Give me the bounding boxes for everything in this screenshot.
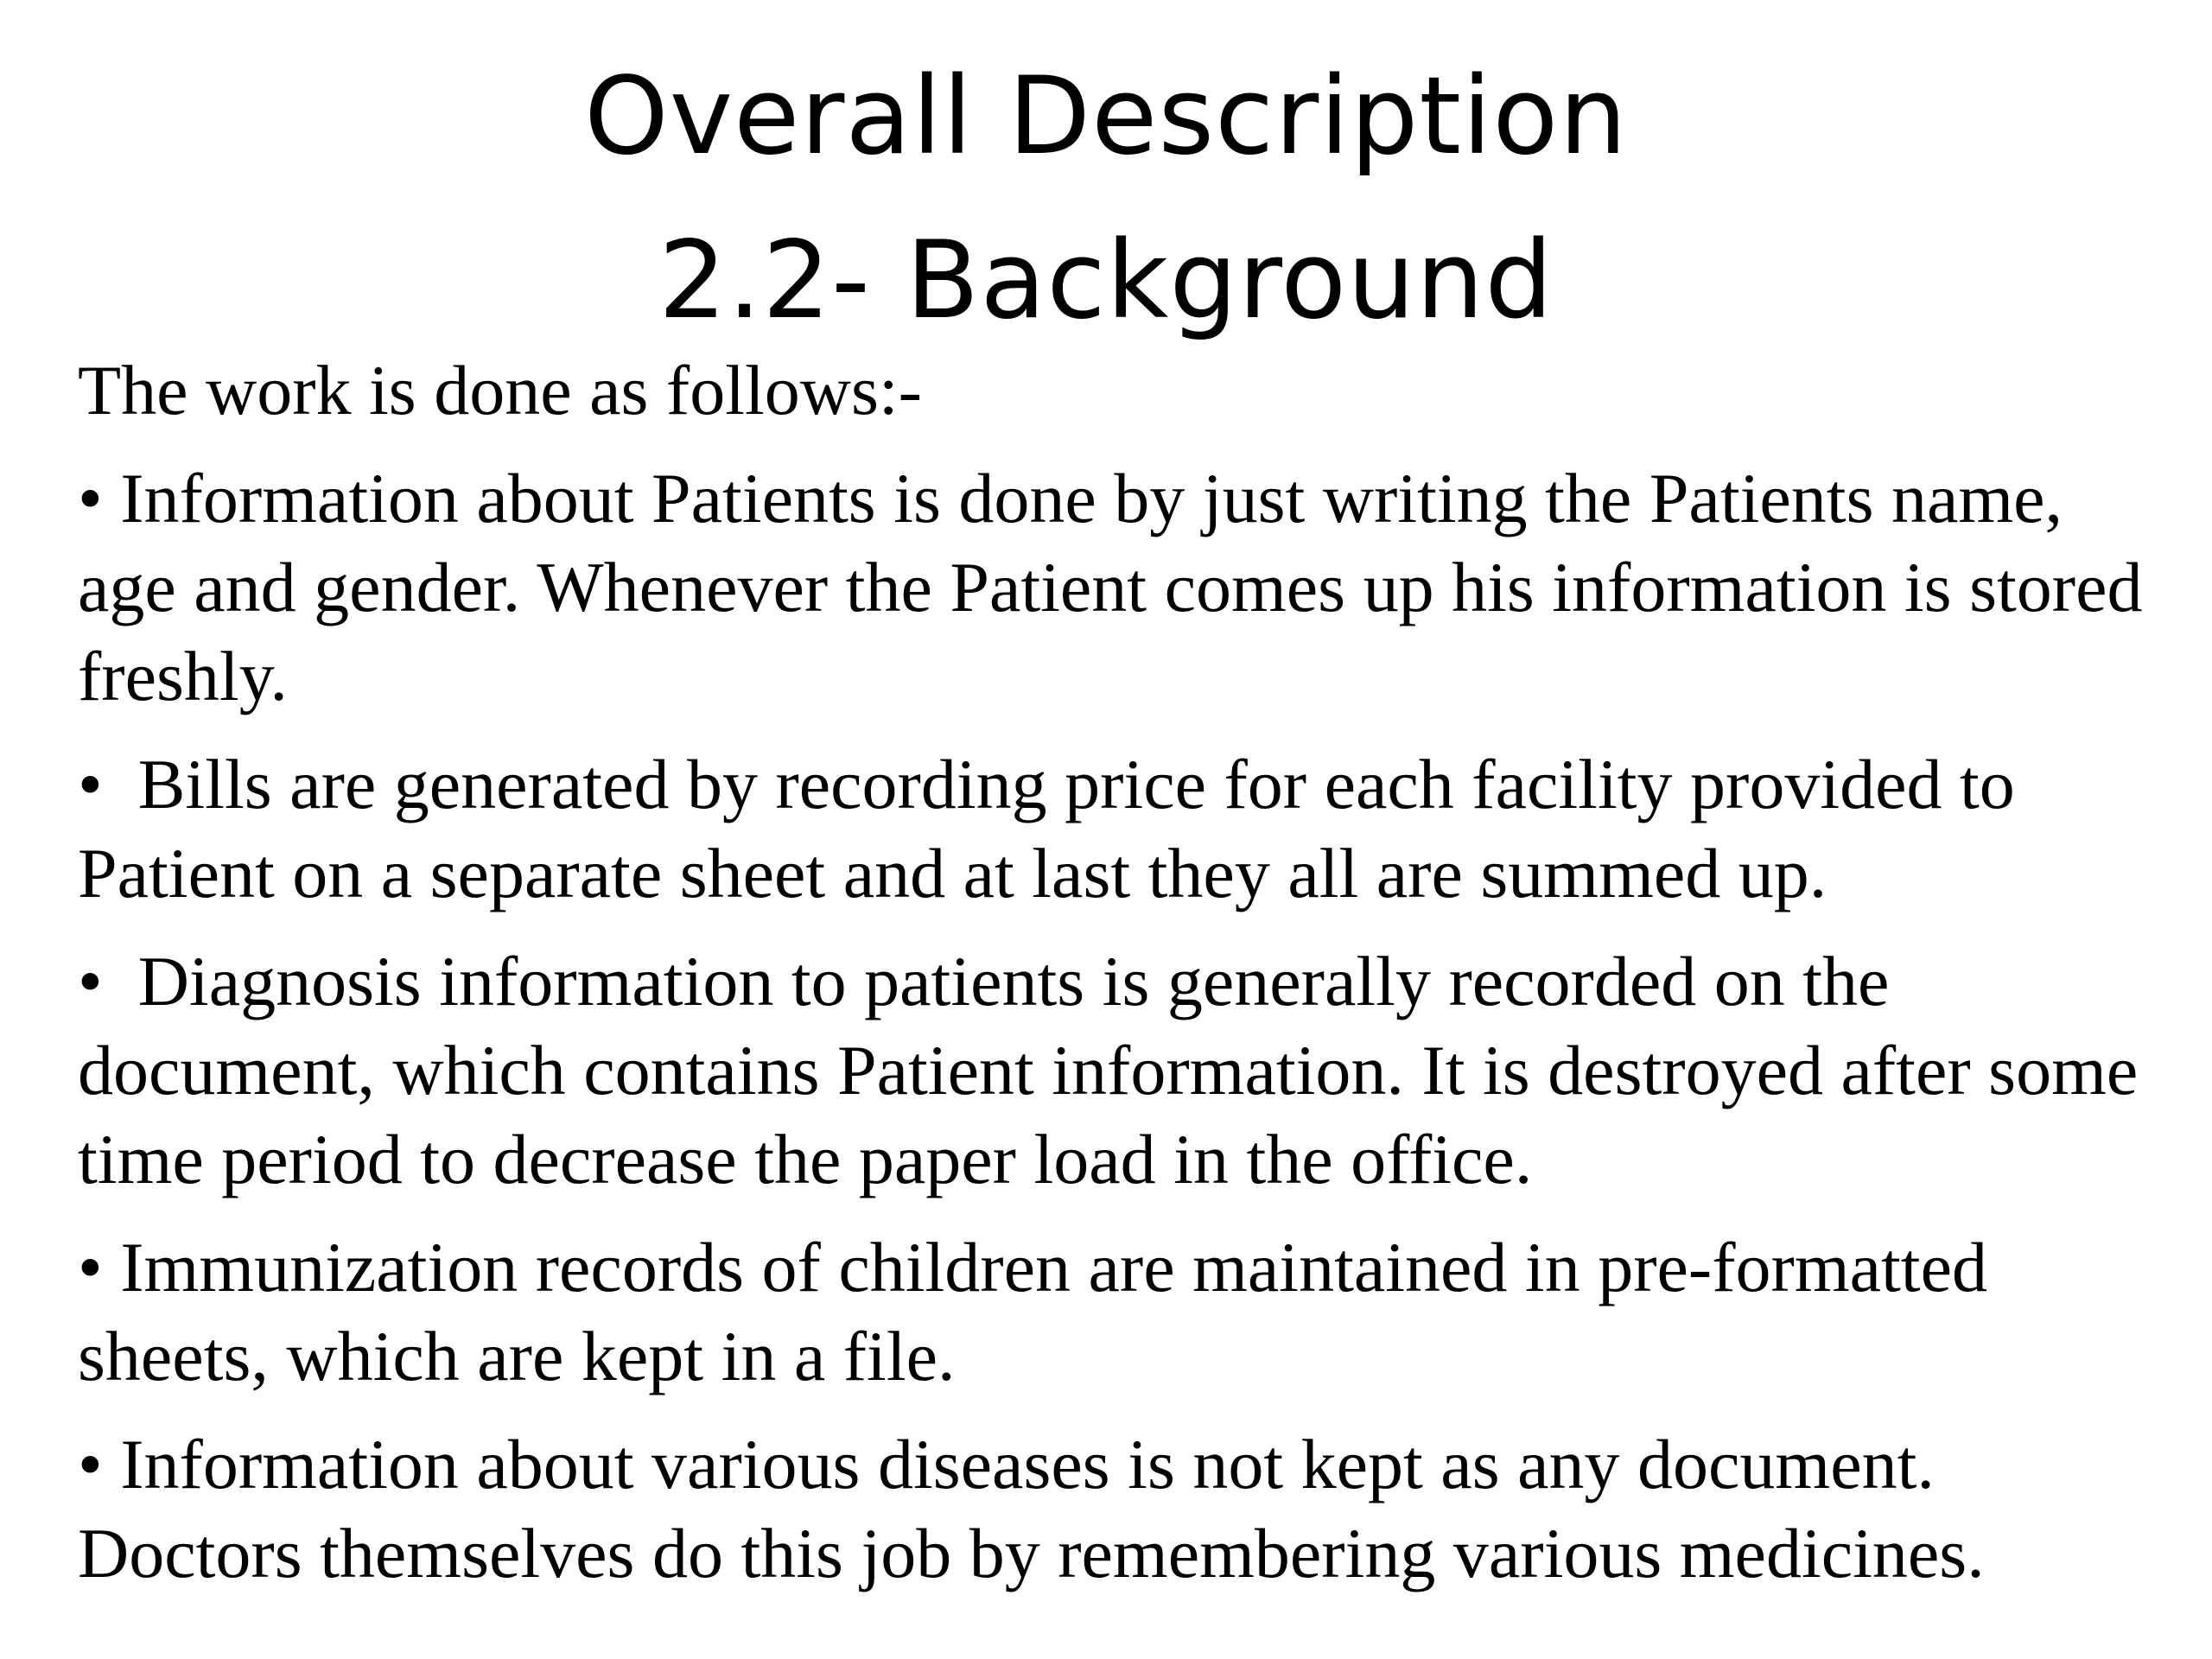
slide-title — [0, 35, 2212, 363]
bullet-text: Bills are generated by recording price for each facility provided to Patient on a separate sheet and at last they all are summed up. — [78, 745, 2033, 912]
title-line-2: 2.2- Background — [658, 219, 1554, 343]
bullet-text: Diagnosis information to patients is generally recorded on the document, which contains Patient information. It is destroyed after some time period to decrease the paper load in the office. — [78, 942, 2156, 1198]
bullet-item — [78, 454, 2169, 721]
bullet-item — [78, 1420, 2169, 1598]
bullet-icon: • — [78, 1228, 103, 1306]
bullet-item — [78, 1223, 2169, 1401]
bullet-icon: • — [78, 1425, 103, 1503]
bullet-text: Information about Patients is done by just writing the Patients name, age and gender. Whenever the Patient comes up his information is stored freshly. — [78, 459, 2143, 715]
bullet-text: Information about various diseases is not kept as any document. Doctors themselves do this job by remembering various medicines. — [78, 1425, 1985, 1592]
bullet-text: Immunization records of children are maintained in pre-formatted sheets, which are kept in a file. — [78, 1228, 1987, 1395]
bullet-item — [78, 740, 2169, 918]
intro-text: The work is done as follows:- — [78, 351, 922, 429]
bullet-icon: • — [78, 942, 103, 1020]
slide-body — [78, 346, 2169, 1617]
bullet-icon: • — [78, 745, 103, 823]
title-line-1: Overall Description — [584, 54, 1628, 179]
bullet-item — [78, 937, 2169, 1204]
bullet-icon: • — [78, 459, 103, 537]
